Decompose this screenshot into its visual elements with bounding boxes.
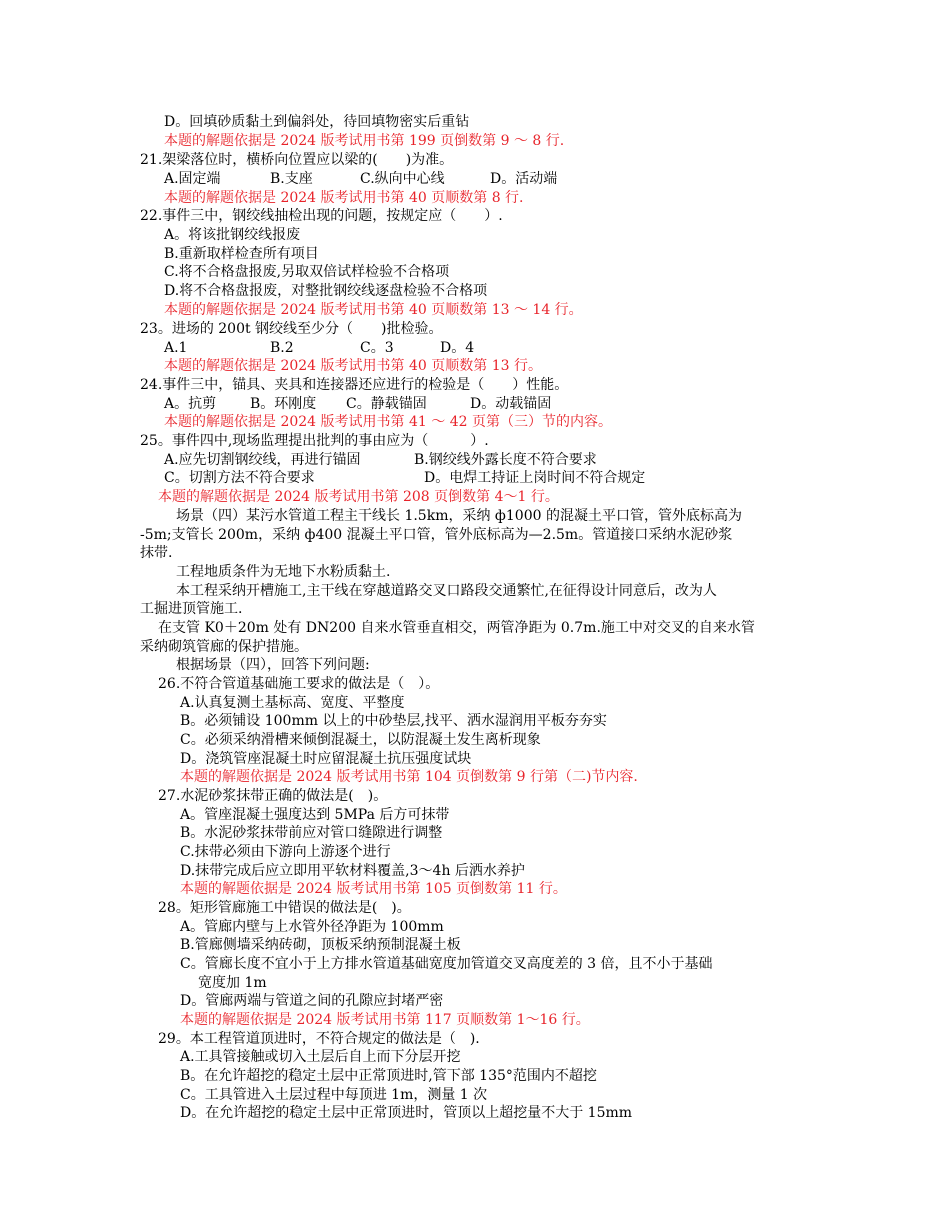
option-d: D。4 bbox=[440, 340, 475, 356]
question-25: 25。事件四中,现场监理提出批判的事由应为（ ）. bbox=[140, 433, 489, 449]
answer-basis-line: 本题的解题依据是 2024 版考试用书第 117 页顺数第 1～16 行。 bbox=[180, 1012, 590, 1028]
option-a: A.工具管接触或切入土层后自上而下分层开挖 bbox=[180, 1049, 461, 1065]
option-b: B.重新取样检查所有项目 bbox=[164, 246, 319, 262]
answer-basis-line: 本题的解题依据是 2024 版考试用书第 208 页倒数第 4～1 行。 bbox=[158, 489, 559, 505]
scenario-paragraph: 采纳砌筑管廊的保护措施。 bbox=[140, 639, 308, 655]
option-a: A。抗剪 bbox=[164, 396, 217, 412]
option-c-continued: 宽度加 1m bbox=[198, 975, 267, 991]
answer-basis-line: 本题的解题依据是 2024 版考试用书第 41 ～ 42 页第（三）节的内容。 bbox=[164, 414, 612, 430]
answer-basis-line: 本题的解题依据是 2024 版考试用书第 199 页倒数第 9 ～ 8 行. bbox=[164, 133, 565, 149]
scenario-paragraph: 在支管 K0＋20m 处有 DN200 自来水管垂直相交，两管净距为 0.7m.施工中对交叉的自来水管 bbox=[158, 620, 755, 636]
scenario-paragraph: 场景（四）某污水管道工程主干线长 1.5km，采纳 ф1000 的混凝土平口管，管外底标高为 bbox=[176, 508, 742, 524]
option-c: C.纵向中心线 bbox=[360, 171, 445, 187]
option-b: B。必须铺设 100mm 以上的中砂垫层,找平、洒水湿润用平板夯夯实 bbox=[180, 713, 607, 729]
answer-basis-line: 本题的解题依据是 2024 版考试用书第 40 页顺数第 13 行。 bbox=[164, 358, 542, 374]
option-d: D。浇筑管座混凝土时应留混凝土抗压强度试块 bbox=[180, 751, 472, 767]
option-d: D。在允许超挖的稳定土层中正常顶进时，管顶以上超挖量不大于 15mm bbox=[180, 1105, 633, 1121]
option-d: D。管廊两端与管道之间的孔隙应封堵严密 bbox=[180, 993, 444, 1009]
scenario-paragraph: 工程地质条件为无地下水粉质黏土. bbox=[176, 564, 391, 580]
option-b: B.支座 bbox=[270, 171, 313, 187]
answer-basis-line: 本题的解题依据是 2024 版考试用书第 105 页倒数第 11 行。 bbox=[180, 881, 567, 897]
scenario-paragraph: -5m;支管长 200m，采纳 ф400 混凝土平口管，管外底标高为—2.5m。管道接口采纳水泥砂浆 bbox=[140, 527, 733, 543]
question-29: 29。本工程管道顶进时，不符合规定的做法是（ ). bbox=[158, 1031, 480, 1047]
scenario-paragraph: 本工程采纳开槽施工,主干线在穿越道路交叉口路段交通繁忙,在征得设计同意后，改为人 bbox=[176, 583, 717, 599]
option-c: C。管廊长度不宜小于上方排水管道基础宽度加管道交叉高度差的 3 倍，且不小于基础 bbox=[180, 956, 713, 972]
scenario-paragraph: 工掘进顶管施工. bbox=[140, 601, 243, 617]
question-22: 22.事件三中，钢绞线抽检出现的问题，按规定应（ ）. bbox=[140, 208, 503, 224]
scenario-paragraph: 抹带. bbox=[140, 545, 173, 561]
option-c: C。切割方法不符合要求 bbox=[164, 470, 315, 486]
option-d: D。电焊工持证上岗时间不符合规定 bbox=[424, 470, 646, 486]
option-c: C。工具管进入土层过程中每顶进 1m，测量 1 次 bbox=[180, 1087, 488, 1103]
option-d: D.抹带完成后应立即用平软材料覆盖,3～4h 后洒水养护 bbox=[180, 863, 525, 879]
option-b: B.2 bbox=[270, 340, 294, 356]
option-a: A.固定端 bbox=[164, 171, 221, 187]
question-23: 23。进场的 200t 钢绞线至少分（ )批检验。 bbox=[140, 321, 443, 337]
option-d: D.将不合格盘报废，对整批钢绞线逐盘检验不合格项 bbox=[164, 283, 488, 299]
option-c: C。静载锚固 bbox=[346, 396, 427, 412]
option-b: B.钢绞线外露长度不符合要求 bbox=[414, 452, 597, 468]
option-a: A。管廊内壁与上水管外径净距为 100mm bbox=[180, 919, 444, 935]
question-26: 26.不符合管道基础施工要求的做法是（ ）。 bbox=[158, 676, 440, 692]
answer-basis-line: 本题的解题依据是 2024 版考试用书第 104 页倒数第 9 行第（二)节内容. bbox=[180, 769, 638, 785]
option-c: C.将不合格盘报废,另取双倍试样检验不合格项 bbox=[164, 264, 450, 280]
option-d: D。活动端 bbox=[490, 171, 558, 187]
option-b: B。环刚度 bbox=[250, 396, 317, 412]
question-24: 24.事件三中，锚具、夹具和连接器还应进行的检验是（ ）性能。 bbox=[140, 377, 569, 393]
question-27: 27.水泥砂浆抹带正确的做法是( )。 bbox=[158, 788, 388, 804]
option-b: B.管廊侧墙采纳砖砌，顶板采纳预制混凝土板 bbox=[180, 937, 461, 953]
option-c: C。3 bbox=[360, 340, 394, 356]
option-line: D。回填砂质黏土到偏斜处，待回填物密实后重钻 bbox=[164, 114, 470, 130]
option-d: D。动载锚固 bbox=[470, 396, 552, 412]
answer-basis-line: 本题的解题依据是 2024 版考试用书第 40 页顺数第 13 ～ 14 行。 bbox=[164, 302, 583, 318]
scenario-prompt: 根据场景（四），回答下列问题: bbox=[176, 657, 370, 673]
option-a: A.认真复测土基标高、宽度、平整度 bbox=[180, 695, 405, 711]
answer-basis-line: 本题的解题依据是 2024 版考试用书第 40 页顺数第 8 行. bbox=[164, 190, 524, 206]
option-b: B。在允许超挖的稳定土层中正常顶进时,管下部 135°范围内不超挖 bbox=[180, 1068, 597, 1084]
option-c: C。必须采纳滑槽来倾倒混凝土，以防混凝土发生离析现象 bbox=[180, 732, 541, 748]
option-c: C.抹带必须由下游向上游逐个进行 bbox=[180, 844, 391, 860]
option-a: A。管座混凝土强度达到 5MPa 后方可抹带 bbox=[180, 807, 450, 823]
option-a: A.应先切割钢绞线，再进行锚固 bbox=[164, 452, 361, 468]
option-a: A.1 bbox=[164, 340, 188, 356]
question-21: 21.架梁落位时，横桥向位置应以梁的( )为准。 bbox=[140, 152, 454, 168]
question-28: 28。矩形管廊施工中错误的做法是( )。 bbox=[158, 900, 411, 916]
option-a: A。将该批钢绞线报废 bbox=[164, 227, 301, 243]
option-b: B。水泥砂浆抹带前应对管口缝隙进行调整 bbox=[180, 825, 443, 841]
